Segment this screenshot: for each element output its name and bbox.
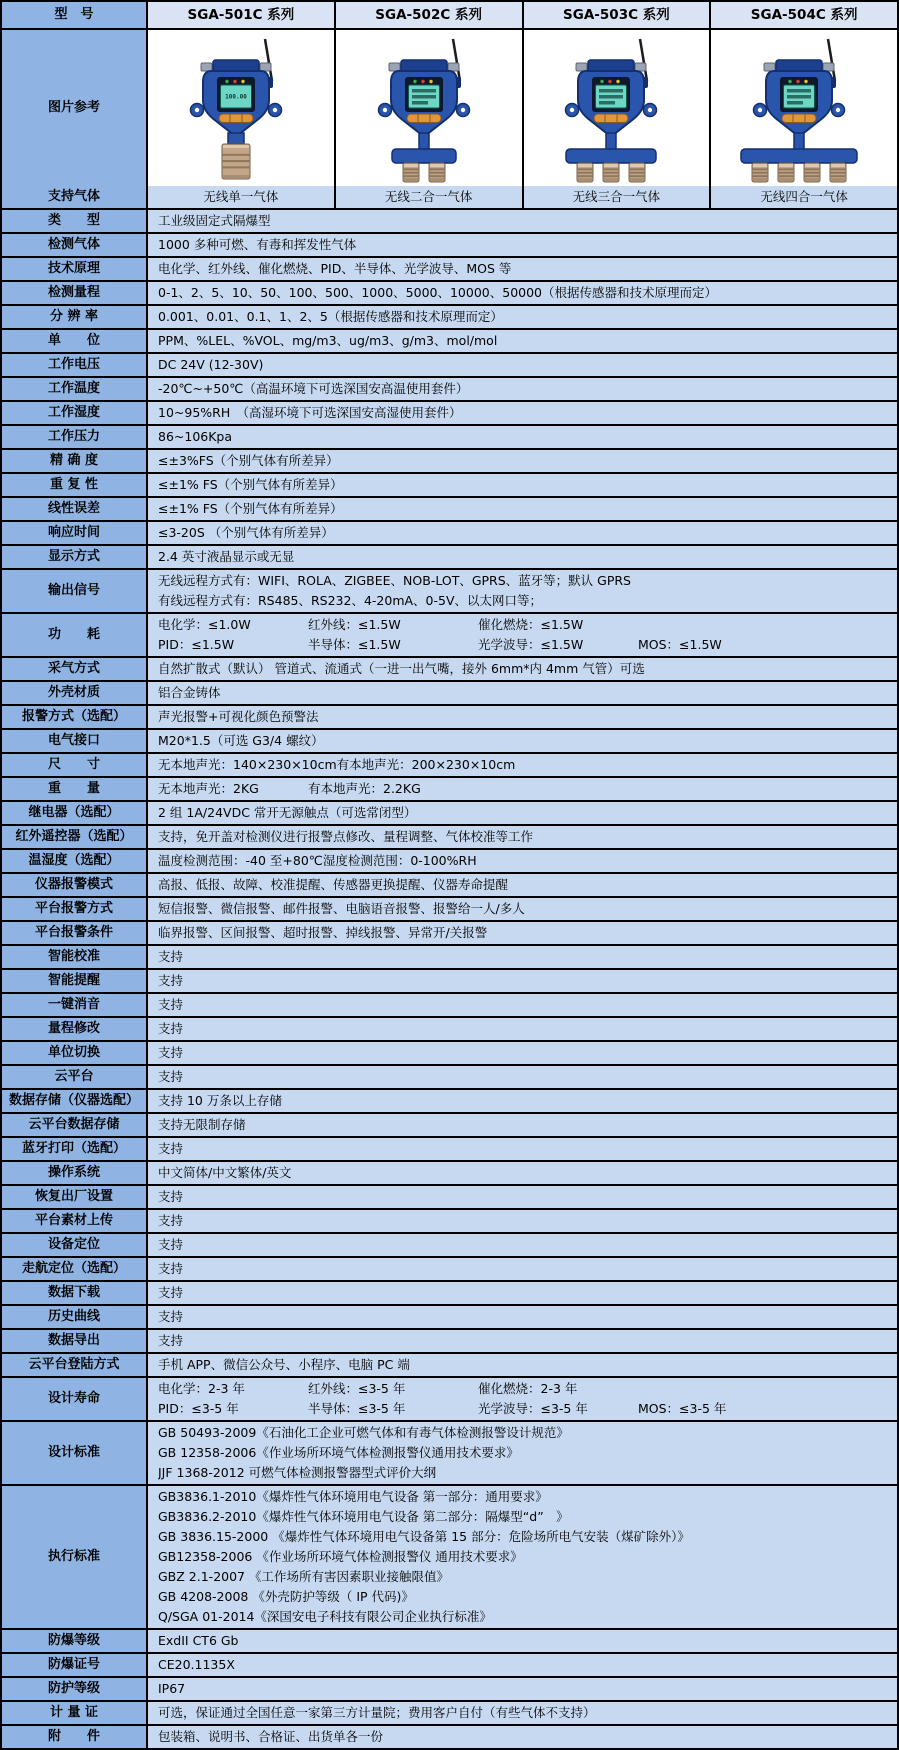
row-value (148, 1210, 897, 1232)
spec-row-18 (2, 612, 897, 656)
image-row-label: 图片参考 (2, 30, 148, 186)
row-value (148, 970, 897, 992)
row-label: 操作系统 (2, 1162, 148, 1184)
spec-row-14 (2, 496, 897, 520)
row-label: 平台报警条件 (2, 922, 148, 944)
model-name-4: SGA-504C 系列 (709, 2, 897, 28)
spec-row-35 (2, 1040, 897, 1064)
row-text: ≤±3%FS（个别气体有所差异） (158, 453, 339, 468)
spec-row-12 (2, 448, 897, 472)
row-value (148, 1114, 897, 1136)
row-text: 支持 (158, 1189, 184, 1204)
spec-row-8 (2, 352, 897, 376)
spec-row-24 (2, 776, 897, 800)
row-value (148, 682, 897, 704)
row-label: 附 件 (2, 1726, 148, 1748)
row-value (148, 330, 897, 352)
row-value (148, 1162, 897, 1184)
spec-row-20 (2, 680, 897, 704)
row-col-item: MOS：≤3-5 年 (638, 1401, 727, 1416)
spec-row-6 (2, 304, 897, 328)
row-cell: 无线四合一气体 (709, 186, 897, 208)
row-label: 单 位 (2, 330, 148, 352)
row-col-item: PID：≤3-5 年 (158, 1401, 239, 1416)
row-value (148, 1678, 897, 1700)
spec-row-25 (2, 800, 897, 824)
spec-row-15 (2, 520, 897, 544)
row-col-item: 半导体：≤1.5W (308, 637, 401, 652)
row-label: 仪器报警模式 (2, 874, 148, 896)
spec-row-4 (2, 256, 897, 280)
row-col-item: 无本地声光：140×230×10cm (158, 757, 337, 772)
row-label: 温湿度（选配） (2, 850, 148, 872)
row-text: 支持 (158, 949, 184, 964)
device-image-sga-502c (334, 30, 522, 186)
spec-row-10 (2, 400, 897, 424)
row-label: 采气方式 (2, 658, 148, 680)
row-label: 数据下载 (2, 1282, 148, 1304)
row-value (148, 258, 897, 280)
row-value (148, 778, 897, 800)
row-line: GBZ 2.1-2007 《工作场所有害因素职业接触限值》 (158, 1569, 449, 1584)
row-label: 恢复出厂设置 (2, 1186, 148, 1208)
model-name-1: SGA-501C 系列 (148, 2, 334, 28)
spec-row-19 (2, 656, 897, 680)
row-cell: 无线三合一气体 (522, 186, 710, 208)
row-text: 支持 (158, 1069, 184, 1084)
row-col-item: 有本地声光：200×230×10cm (336, 757, 516, 772)
row-label: 电气接口 (2, 730, 148, 752)
row-text: M20*1.5（可选 G3/4 螺纹） (158, 733, 324, 748)
row-col-item: PID：≤1.5W (158, 637, 235, 652)
spec-row-22 (2, 728, 897, 752)
row-text: 10~95%RH （高湿环境下可选深国安高湿使用套件） (158, 405, 462, 420)
spec-row-32 (2, 968, 897, 992)
row-text: 支持 (158, 1333, 184, 1348)
row-text: 包装箱、说明书、合格证、出货单各一份 (158, 1729, 384, 1744)
row-value (148, 1486, 897, 1628)
row-label: 功 耗 (2, 614, 148, 656)
row-text: 支持 10 万条以上存储 (158, 1093, 282, 1108)
row-col-item: 无本地声光：2KG (158, 781, 259, 796)
row-value (148, 614, 897, 656)
row-line: GB12358-2006 《作业场所环境气体检测报警仪 通用技术要求》 (158, 1549, 523, 1564)
spec-row-30 (2, 920, 897, 944)
row-text: 声光报警+可视化颜色预警法 (158, 709, 319, 724)
row-label: 继电器（选配） (2, 802, 148, 824)
row-value (148, 1306, 897, 1328)
spec-row-41 (2, 1184, 897, 1208)
spec-row-21 (2, 704, 897, 728)
spec-row-23 (2, 752, 897, 776)
row-text: 支持，免开盖对检测仪进行报警点修改、量程调整、气体校准等工作 (158, 829, 534, 844)
row-col-item: 光学波导：≤1.5W (478, 637, 584, 652)
model-header-cells (148, 2, 897, 28)
spec-row-49 (2, 1376, 897, 1420)
row-label: 重 复 性 (2, 474, 148, 496)
row-label: 红外遥控器（选配） (2, 826, 148, 848)
row-text: 临界报警、区间报警、超时报警、掉线报警、异常开/关报警 (158, 925, 488, 940)
row-text: ≤±1% FS（个别气体有所差异） (158, 477, 343, 492)
row-col-item: 红外线：≤1.5W (308, 617, 401, 632)
row-label: 数据存储（仪器选配） (2, 1090, 148, 1112)
row-value (148, 1258, 897, 1280)
row-label: 工作压力 (2, 426, 148, 448)
row-value (148, 354, 897, 376)
device-image-sga-503c (522, 30, 710, 186)
row-text: 支持 (158, 997, 184, 1012)
row-value (148, 730, 897, 752)
row-text: 可选，保证通过全国任意一家第三方计量院；费用客户自付（有些气体不支持） (158, 1705, 596, 1720)
row-value (148, 706, 897, 728)
row-value (148, 1018, 897, 1040)
spec-row-33 (2, 992, 897, 1016)
spec-row-39 (2, 1136, 897, 1160)
row-label: 单位切换 (2, 1042, 148, 1064)
row-text: ExdII CT6 Gb (158, 1633, 239, 1648)
row-label: 设计标准 (2, 1422, 148, 1484)
spec-row-45 (2, 1280, 897, 1304)
row-label: 防爆等级 (2, 1630, 148, 1652)
row-line (158, 779, 897, 799)
row-value (148, 1354, 897, 1376)
row-cells (148, 186, 897, 208)
row-col-item: 光学波导：≤3-5 年 (478, 1401, 588, 1416)
spec-row-17 (2, 568, 897, 612)
row-value (148, 450, 897, 472)
row-label: 平台报警方式 (2, 898, 148, 920)
row-label: 一键消音 (2, 994, 148, 1016)
row-label: 显示方式 (2, 546, 148, 568)
row-col-item: 半导体：≤3-5 年 (308, 1401, 406, 1416)
spec-row-55 (2, 1700, 897, 1724)
row-label: 输出信号 (2, 570, 148, 612)
spec-row-16 (2, 544, 897, 568)
row-value (148, 1330, 897, 1352)
row-value (148, 1422, 897, 1484)
spec-row-27 (2, 848, 897, 872)
spec-row-3 (2, 232, 897, 256)
row-label: 外壳材质 (2, 682, 148, 704)
row-value (148, 850, 897, 872)
row-text: 支持 (158, 1237, 184, 1252)
row-label: 支持气体 (2, 186, 148, 208)
row-cell: 无线二合一气体 (334, 186, 522, 208)
row-value (148, 922, 897, 944)
row-label: 云平台 (2, 1066, 148, 1088)
row-line (158, 1399, 897, 1419)
row-col-item: 红外线：≤3-5 年 (308, 1381, 406, 1396)
spec-row-40 (2, 1160, 897, 1184)
row-text: 0.001、0.01、0.1、1、2、5（根据传感器和技术原理而定） (158, 309, 503, 324)
row-text: 支持 (158, 1213, 184, 1228)
row-line: GB 50493-2009《石油化工企业可燃气体和有毒气体检测报警设计规范》 (158, 1425, 569, 1440)
row-label: 防护等级 (2, 1678, 148, 1700)
row-label: 工作湿度 (2, 402, 148, 424)
row-value (148, 1702, 897, 1724)
row-text: 2.4 英寸液晶显示或无显 (158, 549, 295, 564)
row-label: 尺 寸 (2, 754, 148, 776)
row-value (148, 802, 897, 824)
spec-row-5 (2, 280, 897, 304)
row-label: 工作温度 (2, 378, 148, 400)
row-line (158, 755, 897, 775)
row-line: 无线远程方式有：WIFI、ROLA、ZIGBEE、NOB-LOT、GPRS、蓝牙等；默认 GPRS (158, 573, 631, 588)
spec-row-31 (2, 944, 897, 968)
row-value (148, 426, 897, 448)
row-text: 支持 (158, 973, 184, 988)
spec-row-26 (2, 824, 897, 848)
spec-row-47 (2, 1328, 897, 1352)
row-value (148, 994, 897, 1016)
row-label: 量程修改 (2, 1018, 148, 1040)
row-line: JJF 1368-2012 可燃气体检测报警器型式评价大纲 (158, 1465, 437, 1480)
spec-row-52 (2, 1628, 897, 1652)
row-text: DC 24V (12-30V) (158, 357, 264, 372)
device-image-sga-504c (709, 30, 897, 186)
spec-row-53 (2, 1652, 897, 1676)
row-text: 手机 APP、微信公众号、小程序、电脑 PC 端 (158, 1357, 410, 1372)
row-value (148, 1378, 897, 1420)
row-label: 设计寿命 (2, 1378, 148, 1420)
row-value (148, 946, 897, 968)
model-name-3: SGA-503C 系列 (522, 2, 710, 28)
row-text: 支持无限制存储 (158, 1117, 246, 1132)
row-label: 类 型 (2, 210, 148, 232)
row-col-item: 催化燃烧：2-3 年 (478, 1381, 578, 1396)
row-value (148, 522, 897, 544)
row-text: 自然扩散式（默认） 管道式、流通式（一进一出气嘴，接外 6mm*内 4mm 气管）可选 (158, 661, 645, 676)
spec-row-7 (2, 328, 897, 352)
row-value (148, 1066, 897, 1088)
row-label: 数据导出 (2, 1330, 148, 1352)
row-value (148, 1186, 897, 1208)
svg-text:100.00: 100.00 (225, 93, 247, 101)
row-label: 报警方式（选配） (2, 706, 148, 728)
row-text: IP67 (158, 1681, 186, 1696)
spec-row-29 (2, 896, 897, 920)
device-image-cells (148, 30, 897, 186)
row-label: 检测量程 (2, 282, 148, 304)
spec-row-13 (2, 472, 897, 496)
row-value (148, 658, 897, 680)
row-line: GB3836.1-2010《爆炸性气体环境用电气设备 第一部分：通用要求》 (158, 1489, 548, 1504)
row-col-item: 电化学：≤1.0W (158, 617, 251, 632)
row-label: 智能校准 (2, 946, 148, 968)
row-value (148, 306, 897, 328)
row-col-item: 电化学：2-3 年 (158, 1381, 245, 1396)
row-text: 短信报警、微信报警、邮件报警、电脑语音报警、报警给一人/多人 (158, 901, 525, 916)
spec-row-48 (2, 1352, 897, 1376)
row-value (148, 754, 897, 776)
row-line (158, 1379, 897, 1399)
row-value (148, 1042, 897, 1064)
image-row (2, 28, 897, 186)
spec-row-9 (2, 376, 897, 400)
row-value (148, 378, 897, 400)
row-line: GB 3836.15-2000 《爆炸性气体环境用电气设备第 15 部分：危险场所电气安装（煤矿除外）》 (158, 1529, 690, 1544)
spec-row-34 (2, 1016, 897, 1040)
spec-row-44 (2, 1256, 897, 1280)
row-line (158, 635, 897, 655)
spec-row-51 (2, 1484, 897, 1628)
row-col-item: 湿度检测范围：0-100%RH (322, 853, 477, 868)
row-text: 铝合金铸体 (158, 685, 221, 700)
row-label: 线性误差 (2, 498, 148, 520)
spec-row-11 (2, 424, 897, 448)
row-label: 平台素材上传 (2, 1210, 148, 1232)
row-text: 支持 (158, 1141, 184, 1156)
row-value (148, 282, 897, 304)
spec-row-46 (2, 1304, 897, 1328)
row-label: 设备定位 (2, 1234, 148, 1256)
row-text: ≤±1% FS（个别气体有所差异） (158, 501, 343, 516)
model-header-row (2, 2, 897, 28)
row-value (148, 1282, 897, 1304)
row-value (148, 210, 897, 232)
row-value (148, 498, 897, 520)
row-line: Q/SGA 01-2014《深国安电子科技有限公司企业执行标准》 (158, 1609, 492, 1624)
row-label: 计 量 证 (2, 1702, 148, 1724)
row-value (148, 1138, 897, 1160)
row-text: 2 组 1A/24VDC 常开无源触点（可选常闭型） (158, 805, 417, 820)
row-line: GB 4208-2008 《外壳防护等级（ IP 代码)》 (158, 1589, 414, 1604)
row-label: 走航定位（选配） (2, 1258, 148, 1280)
spec-row-54 (2, 1676, 897, 1700)
row-label: 响应时间 (2, 522, 148, 544)
row-value (148, 234, 897, 256)
row-text: 电化学、红外线、催化燃烧、PID、半导体、光学波导、MOS 等 (158, 261, 512, 276)
row-value (148, 898, 897, 920)
row-text: 工业级固定式隔爆型 (158, 213, 271, 228)
row-text: CE20.1135X (158, 1657, 235, 1672)
spec-row-36 (2, 1064, 897, 1088)
row-text: ≤3-20S （个别气体有所差异） (158, 525, 334, 540)
row-value (148, 1654, 897, 1676)
row-col-item: MOS：≤1.5W (638, 637, 722, 652)
row-value (148, 826, 897, 848)
row-value (148, 1630, 897, 1652)
spec-row-38 (2, 1112, 897, 1136)
row-value (148, 402, 897, 424)
row-label: 技术原理 (2, 258, 148, 280)
row-label: 精 确 度 (2, 450, 148, 472)
row-text: 1000 多种可燃、有毒和挥发性气体 (158, 237, 357, 252)
row-value (148, 474, 897, 496)
row-label: 执行标准 (2, 1486, 148, 1628)
spec-row-43 (2, 1232, 897, 1256)
row-text: 支持 (158, 1261, 184, 1276)
row-cell: 无线单一气体 (148, 186, 334, 208)
spec-row-50 (2, 1420, 897, 1484)
row-text: 支持 (158, 1021, 184, 1036)
row-text: PPM、%LEL、%VOL、mg/m3、ug/m3、g/m3、mol/mol (158, 333, 498, 348)
row-label: 历史曲线 (2, 1306, 148, 1328)
row-label: 工作电压 (2, 354, 148, 376)
row-label: 防爆证号 (2, 1654, 148, 1676)
row-text: 支持 (158, 1309, 184, 1324)
row-value (148, 1726, 897, 1748)
row-line: GB 12358-2006《作业场所环境气体检测报警仪通用技术要求》 (158, 1445, 519, 1460)
device-image-sga-501c (148, 30, 334, 186)
row-label: 重 量 (2, 778, 148, 800)
row-label: 云平台数据存储 (2, 1114, 148, 1136)
model-name-2: SGA-502C 系列 (334, 2, 522, 28)
row-value (148, 1234, 897, 1256)
row-col-item: 有本地声光：2.2KG (308, 781, 421, 796)
row-col-item: 温度检测范围：-40 至+80℃ (158, 853, 323, 868)
spec-row-1 (2, 186, 897, 208)
row-line (158, 615, 897, 635)
row-col-item: 催化燃烧：≤1.5W (478, 617, 584, 632)
row-value (148, 570, 897, 612)
spec-row-56 (2, 1724, 897, 1748)
row-line: GB3836.2-2010《爆炸性气体环境用电气设备 第二部分：隔爆型“d” 》 (158, 1509, 569, 1524)
row-text: 高报、低报、故障、校准提醒、传感器更换提醒、仪器寿命提醒 (158, 877, 509, 892)
row-text: -20℃~+50℃（高温环境下可选深国安高温使用套件） (158, 381, 469, 396)
row-value (148, 546, 897, 568)
spec-row-2 (2, 208, 897, 232)
row-value (148, 874, 897, 896)
spec-rows (2, 186, 897, 1748)
row-label: 云平台登陆方式 (2, 1354, 148, 1376)
row-text: 86~106Kpa (158, 429, 233, 444)
spec-row-37 (2, 1088, 897, 1112)
row-line (158, 851, 897, 871)
row-text: 0-1、2、5、10、50、100、500、1000、5000、10000、50000（根据传感器和技术原理而定） (158, 285, 718, 300)
row-text: 支持 (158, 1285, 184, 1300)
row-label: 智能提醒 (2, 970, 148, 992)
spec-row-42 (2, 1208, 897, 1232)
spec-row-28 (2, 872, 897, 896)
row-value (148, 1090, 897, 1112)
row-label: 蓝牙打印（选配） (2, 1138, 148, 1160)
row-label: 分 辨 率 (2, 306, 148, 328)
model-header-label: 型 号 (2, 2, 148, 28)
row-text: 支持 (158, 1045, 184, 1060)
row-text: 中文简体/中文繁体/英文 (158, 1165, 292, 1180)
row-label: 检测气体 (2, 234, 148, 256)
row-line: 有线远程方式有：RS485、RS232、4-20mA、0-5V、以太网口等； (158, 593, 543, 608)
